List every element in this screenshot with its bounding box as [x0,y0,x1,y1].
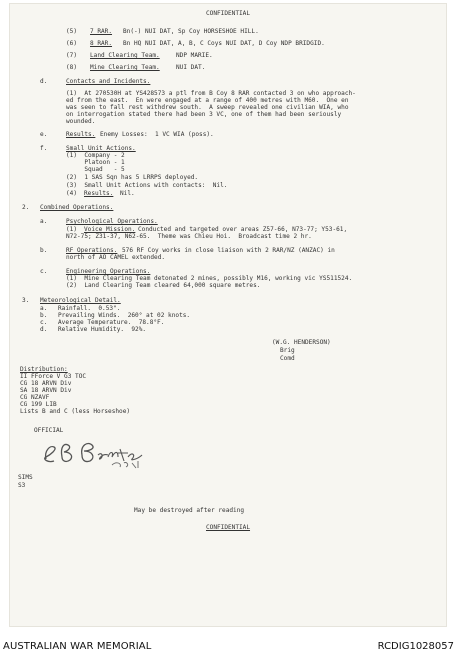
met-row-text: Rainfall. 0.53". [58,305,121,312]
item-6-num: (6) [66,40,78,47]
section-2a-line: Conducted and targeted over areas Z57-66, N73-77; Y53-61, [138,226,348,233]
initials-line: S3 [18,482,26,489]
document-page [10,4,446,626]
section-3-heading: Meteorological Detail. [40,297,121,304]
item-5-text: Bn(-) NUI DAT, Sp Coy HORSESHOE HILL. [123,28,259,35]
section-f-line: (2) 1 SAS Sqn has 5 LRRPS deployed. [66,174,199,181]
signatory-name: (W.G. HENDERSON) [272,339,331,346]
section-f-results-num: (4) [66,190,78,197]
met-row-letter: d. [40,326,48,333]
signatory-rank: Brig [280,347,295,354]
classification-top: CONFIDENTIAL [205,10,251,17]
section-d-heading: Contacts and Incidents. [66,78,151,85]
section-2c-heading: Engineering Operations. [66,268,151,275]
section-2a-letter: a. [40,218,48,225]
signatory-role: Comd [280,355,295,362]
item-6-unit: 8 RAR. [90,40,113,47]
item-7-num: (7) [66,52,78,59]
section-d-line: (1) At 270530H at YS428573 a ptl from B Coy 8 RAR contacted 3 on who approach- [66,90,356,97]
item-6-text: Bn HQ NUI DAT, A, B, C Coys NUI DAT, D Coy NDP BRIDGID. [123,40,325,47]
section-2c-letter: c. [40,268,48,275]
met-row-letter: b. [40,312,48,319]
official-label: OFFICIAL [34,427,64,434]
met-row-text: Prevailing Winds. 260° at 02 knots. [58,312,191,319]
footer-record-id: RCDIG1028057 [377,641,454,652]
section-f-letter: f. [40,145,48,152]
section-2a-heading: Psychological Operations. [66,218,158,225]
item-5-unit: 7 RAR. [90,28,113,35]
item-8-num: (8) [66,64,78,71]
section-2-num: 2. [22,204,30,211]
section-d-line: ed from the east. En were engaged at a range of 400 metres with M60. One en [66,97,349,104]
section-2b-heading: RF Operations. [66,247,118,254]
section-2a-num: (1) [66,226,78,233]
distribution-line: II FForce V G3 TOC [20,373,87,380]
distribution-line: CG 199 LIB [20,401,57,408]
section-d-letter: d. [40,78,48,85]
handwritten-signature [38,435,158,469]
section-3-num: 3. [22,297,30,304]
item-8-text: NUI DAT. [176,64,206,71]
section-f-heading: Small Unit Actions. [66,145,136,152]
met-row-letter: c. [40,319,48,326]
section-2b-line: north of AO CAMEL extended. [66,254,166,261]
section-e-letter: e. [40,131,48,138]
section-f-line: (3) Small Unit Actions with contacts: Nil. [66,182,228,189]
section-f-line: Squad - 5 [66,166,125,173]
met-row-text: Average Temperature. 78.8°F. [58,319,165,326]
initials-line: SIMS [18,474,33,481]
section-2c-line: (2) Land Clearing Team cleared 64,000 square metres. [66,282,261,289]
distribution-heading: Distribution: [20,366,68,373]
destroy-note: May be destroyed after reading [134,507,245,514]
footer-archive-name: AUSTRALIAN WAR MEMORIAL [3,641,152,652]
distribution-line: Lists B and C (less Horseshoe) [20,408,131,415]
section-f-results-label: Results. [84,190,114,197]
section-f-line: Platoon - 1 [66,159,125,166]
item-5-num: (5) [66,28,78,35]
section-f-results-value: Nil. [120,190,135,197]
met-row-text: Relative Humidity. 92%. [58,326,147,333]
met-row-letter: a. [40,305,48,312]
archive-footer [0,630,458,654]
section-2b-line: 576 RF Coy works in close liaison with 2 RAR/NZ (ANZAC) in [122,247,335,254]
item-7-unit: Land Clearing Team. [90,52,160,59]
section-2b-letter: b. [40,247,48,254]
section-d-line: was seen to fall rest withdrew south. A sweep revealed one civilian WIA, who [66,104,349,111]
section-2c-line: (1) Mine Clearing Team detonated 2 mines, possibly M16, working vic YS511524. [66,275,353,282]
section-2a-line: N72-75; Z31-37, N62-65. Theme was Chieu Hoi. Broadcast time 2 hr. [66,233,312,240]
distribution-line: CG 18 ARVN Div [20,380,72,387]
section-2a-sub: Voice Mission. [84,226,136,233]
distribution-line: CG NZAVF [20,394,50,401]
item-8-unit: Mine Clearing Team. [90,64,160,71]
classification-bottom: CONFIDENTIAL [205,524,251,531]
section-e-text: Enemy Losses: 1 VC WIA (poss). [100,131,214,138]
item-7-text: NDP MARIE. [176,52,213,59]
section-f-line: (1) Company - 2 [66,152,125,159]
distribution-line: SA 18 ARVN Div [20,387,72,394]
section-2-heading: Combined Operations. [40,204,114,211]
section-d-line: wounded. [66,118,96,125]
section-d-line: on interrogation stated there had been 3 VC, one of them had been seriously [66,111,342,118]
section-e-heading: Results. [66,131,96,138]
